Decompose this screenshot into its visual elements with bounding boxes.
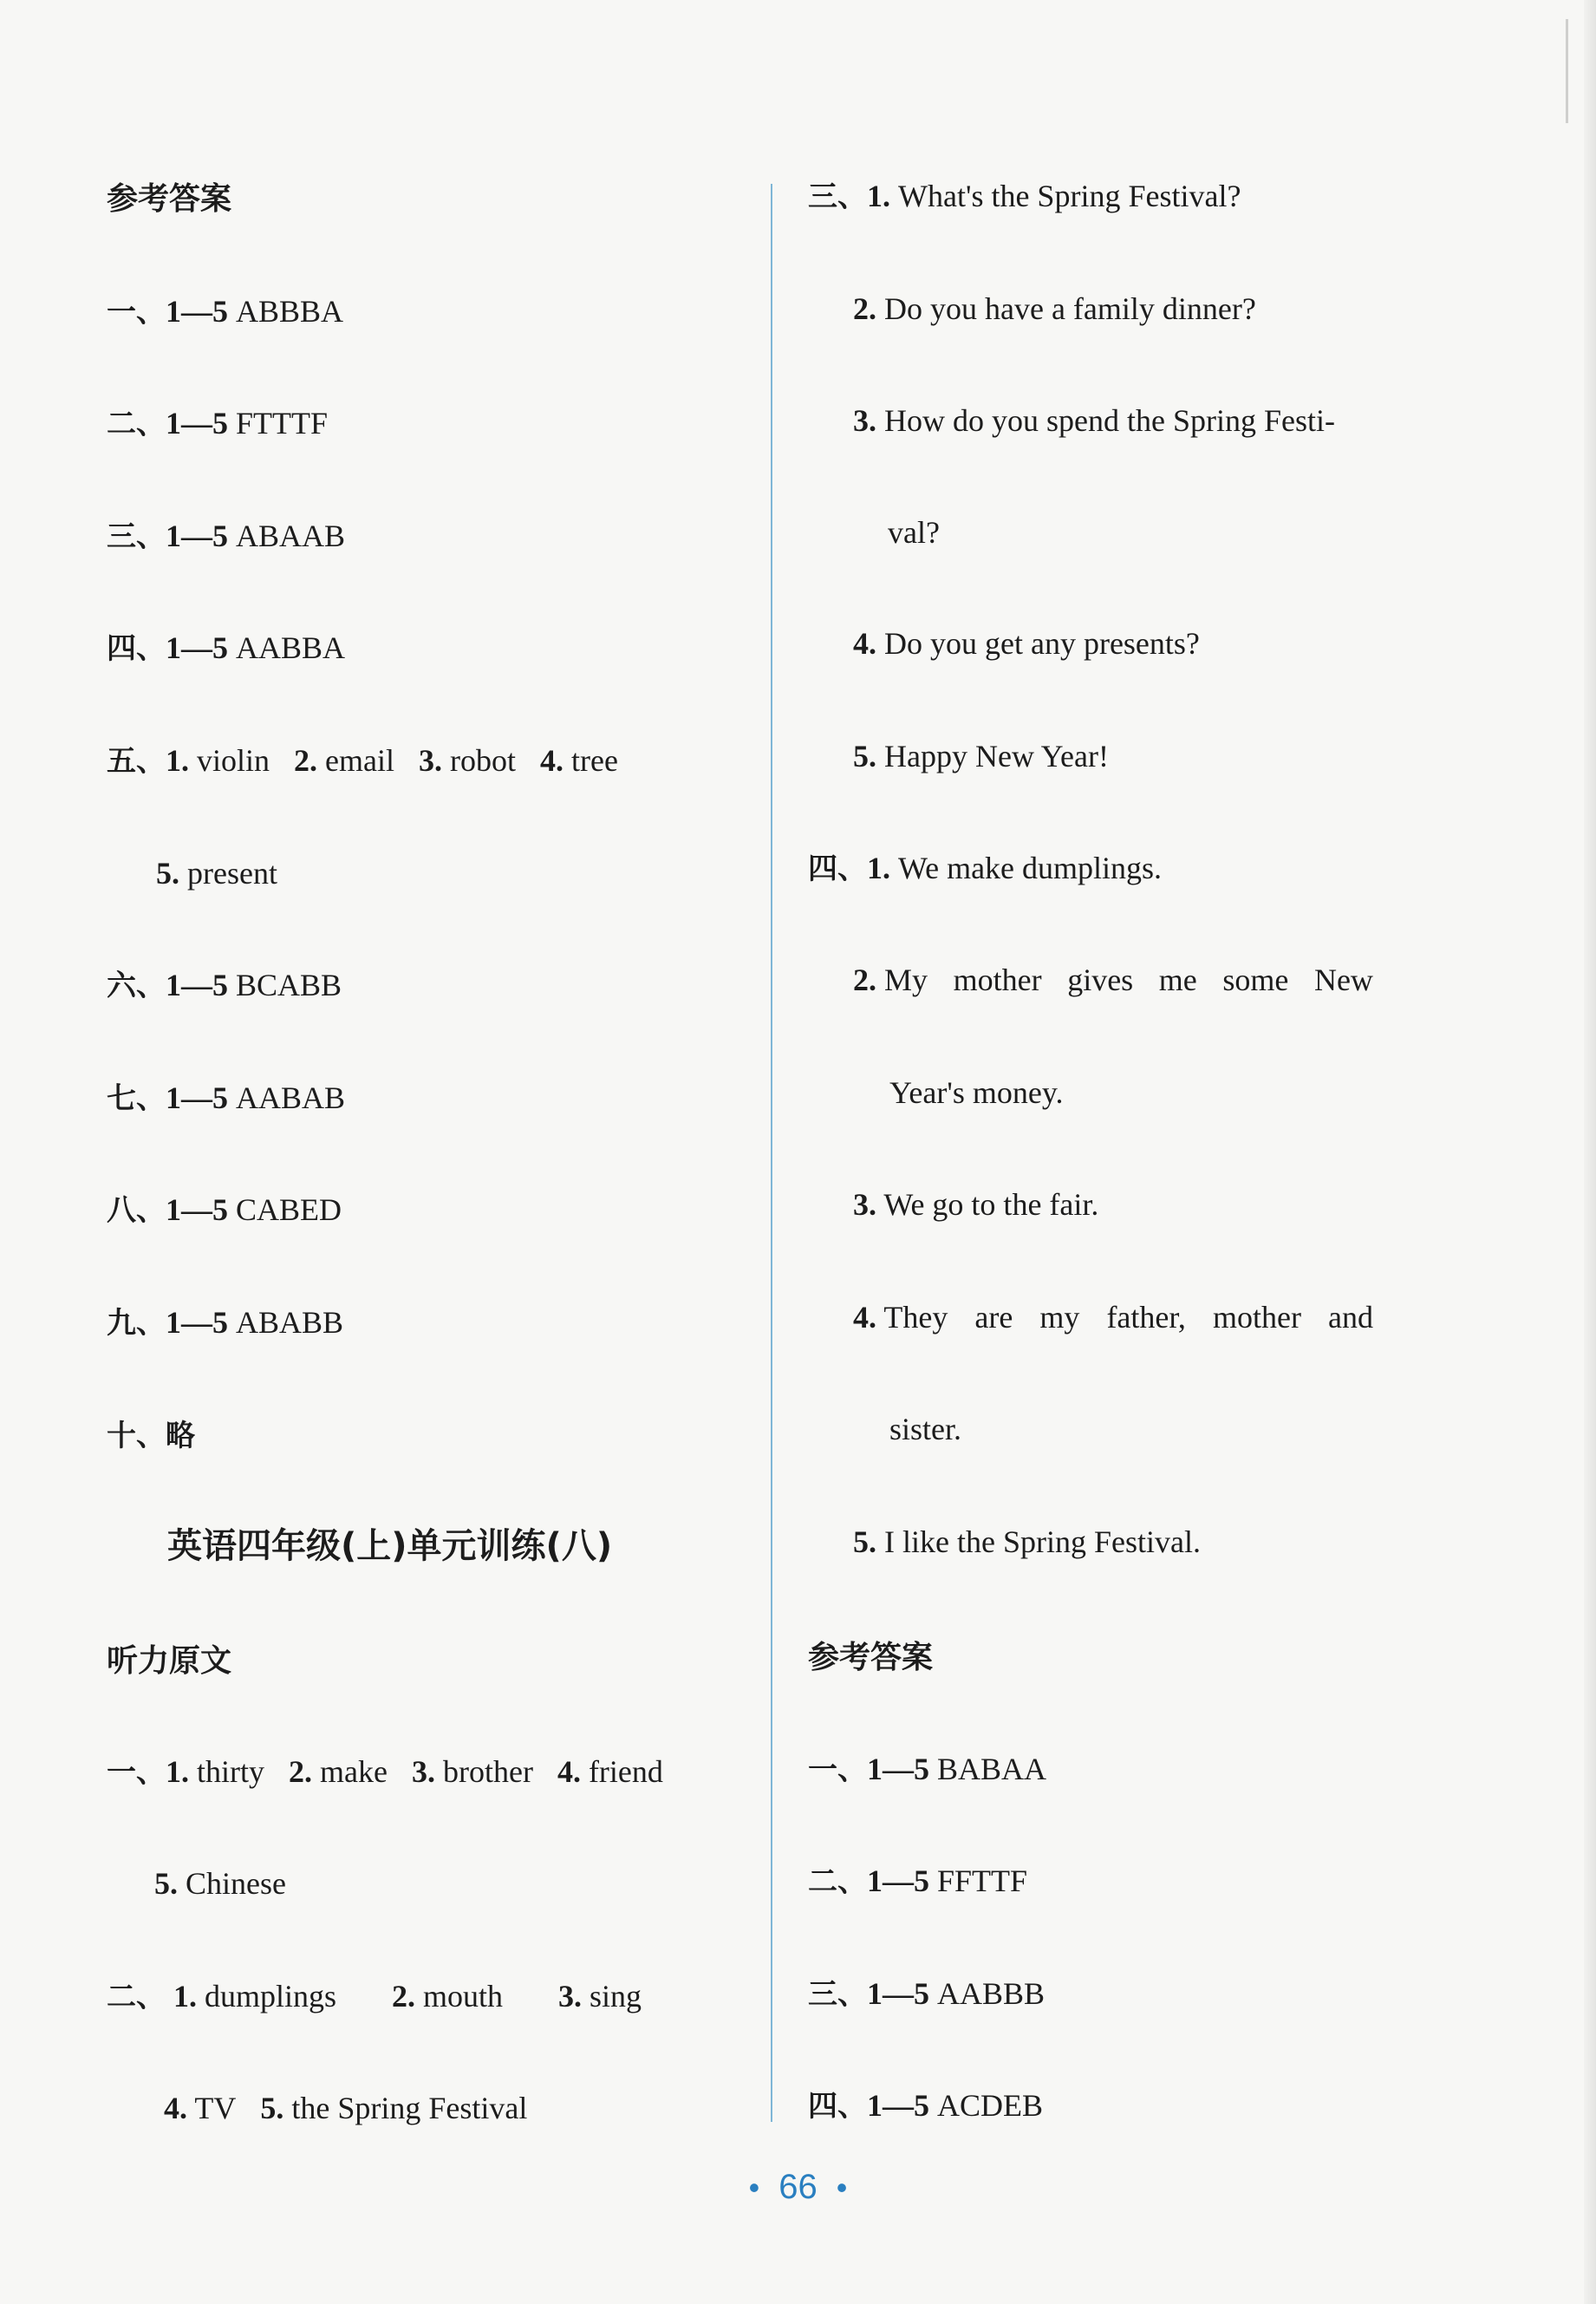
sentence-line-3-3-cont: [888, 513, 940, 552]
answer-line-1: [107, 292, 343, 331]
item-number: 3.: [411, 1754, 435, 1789]
sentence-line-3-4: [853, 624, 1200, 662]
item-text: Chinese: [186, 1866, 286, 1901]
item-text: tree: [570, 743, 618, 778]
section-marker: 二、: [808, 1864, 867, 1899]
listening-line-2-cont: [164, 2089, 527, 2127]
item-text: email: [325, 743, 394, 778]
item-number: 3.: [558, 1979, 583, 2014]
section-marker: 一、: [107, 1755, 166, 1790]
section-marker: 十、: [107, 1419, 166, 1453]
sentence-line-4-2-cont: [889, 1074, 1063, 1112]
item-word: my: [1039, 1300, 1080, 1335]
item-text: friend: [588, 1754, 663, 1789]
item-text: thirty: [197, 1754, 264, 1789]
sentence-line-4-3: [853, 1185, 1098, 1224]
section-marker: 五、: [107, 744, 166, 779]
answer-range: 1—5: [867, 1976, 929, 2011]
item-word: New: [1313, 963, 1373, 997]
answer-value: ABABB: [236, 1305, 344, 1340]
answer-range: 1—5: [867, 2088, 929, 2123]
item-text: val?: [888, 515, 940, 550]
section-marker: 八、: [107, 1193, 166, 1228]
answer-line-9: [107, 1303, 343, 1342]
item-text: robot: [449, 743, 516, 778]
item-text: TV: [194, 2091, 237, 2125]
answer-value: AABAB: [236, 1080, 346, 1115]
answer-value: AABBB: [937, 1976, 1046, 2011]
sentence-line-3-5: [853, 737, 1109, 775]
item-text: We make dumplings.: [898, 851, 1163, 885]
item-word: They: [883, 1300, 948, 1335]
answer-value: FTTTF: [236, 406, 329, 441]
item-number: 2.: [294, 743, 318, 778]
item-number: 4.: [557, 1754, 581, 1789]
answer-range: 1—5: [166, 519, 228, 553]
answer-line-8: [107, 1191, 342, 1230]
unit-title: 英语四年级(上)单元训练(八): [167, 1526, 613, 1566]
section-marker: 二、: [107, 1980, 166, 2014]
answer-line-7: [107, 1079, 345, 1118]
sentence-line-3-1: [808, 177, 1241, 216]
item-text: the Spring Festival: [291, 2091, 528, 2125]
item-number: 5.: [853, 739, 876, 773]
section-marker: 四、: [808, 2089, 867, 2124]
answer-line-4: [107, 629, 345, 668]
answer-line-3: [808, 1974, 1045, 2014]
item-text: violin: [197, 743, 270, 778]
answer-range: 1—5: [166, 406, 228, 441]
listening-line-1-cont: [154, 1864, 286, 1903]
answer-value: ACDEB: [937, 2088, 1044, 2123]
answer-line-10: [107, 1416, 195, 1455]
item-number: 2.: [392, 1979, 416, 2014]
item-word: gives: [1067, 963, 1134, 997]
item-word: My: [884, 963, 928, 997]
item-text: make: [320, 1754, 388, 1789]
page-edge-shadow: [1584, 0, 1596, 2304]
item-text: sing: [590, 1979, 642, 2014]
item-number: 4.: [164, 2091, 187, 2125]
sentence-line-4-4: [853, 1298, 1373, 1336]
item-number: 2.: [853, 963, 876, 997]
item-text: dumplings: [205, 1979, 337, 2014]
item-number: 3.: [853, 1187, 876, 1222]
item-text: What's the Spring Festival?: [898, 179, 1241, 213]
item-number: 5.: [156, 856, 179, 891]
answer-line-5-cont: [156, 854, 277, 892]
item-number: 3.: [853, 403, 876, 438]
section-marker: 一、: [808, 1752, 867, 1787]
sentence-line-4-4-cont: [889, 1410, 961, 1448]
listening-heading: 听力原文: [107, 1643, 232, 1679]
answer-line-5: [107, 741, 618, 780]
page-number-footer: [0, 2168, 1596, 2207]
answer-range: 1—5: [166, 1080, 228, 1115]
column-divider: [771, 184, 772, 2122]
answer-line-3: [107, 517, 345, 556]
item-text: Happy New Year!: [884, 739, 1109, 773]
section-marker: 三、: [808, 179, 867, 214]
sentence-line-4-1: [808, 849, 1162, 888]
listening-line-1: [107, 1752, 663, 1792]
answer-line-2: [808, 1862, 1027, 1901]
item-text: Do you have a family dinner?: [884, 291, 1256, 326]
answer-range: 1—5: [166, 630, 228, 665]
item-text: Year's money.: [889, 1075, 1064, 1110]
bullet-icon: •: [836, 2170, 848, 2205]
section-marker: 四、: [808, 852, 867, 886]
item-number: 3.: [418, 743, 442, 778]
item-word: and: [1328, 1300, 1373, 1335]
item-word: father,: [1106, 1300, 1186, 1335]
item-text: present: [187, 856, 277, 891]
item-number: 4.: [853, 626, 876, 661]
section-marker: 三、: [808, 1977, 867, 2012]
answer-line-2: [107, 404, 328, 443]
answer-range: 1—5: [166, 1305, 228, 1340]
item-number: 2.: [289, 1754, 312, 1789]
answer-range: 1—5: [867, 1863, 929, 1898]
item-number: 2.: [853, 291, 876, 326]
answer-value: ABBBA: [236, 294, 344, 329]
page-number: 66: [778, 2168, 818, 2206]
item-number: 5.: [260, 2091, 284, 2125]
sentence-line-4-5: [853, 1523, 1201, 1561]
item-text: Do you get any presents?: [884, 626, 1200, 661]
item-word: mother: [1212, 1300, 1301, 1335]
section-marker: 九、: [107, 1306, 166, 1341]
sentence-line-4-2: [853, 961, 1373, 999]
section-marker: 一、: [107, 295, 166, 330]
section-marker: 三、: [107, 519, 166, 554]
answer-range: 1—5: [166, 1192, 228, 1227]
item-text: I like the Spring Festival.: [884, 1524, 1201, 1559]
answers-heading: 参考答案: [107, 181, 232, 217]
answer-range: 1—5: [166, 968, 228, 1002]
bullet-icon: •: [748, 2170, 760, 2205]
item-number: 4.: [539, 743, 563, 778]
item-text: sister.: [889, 1412, 962, 1446]
section-marker: 四、: [107, 631, 166, 666]
item-number: 5.: [853, 1524, 876, 1559]
sentence-line-3-3: [853, 401, 1335, 440]
item-number: 1.: [867, 179, 890, 213]
item-number: 1.: [173, 1979, 197, 2014]
item-word: are: [974, 1300, 1013, 1335]
item-text: We go to the fair.: [883, 1187, 1099, 1222]
answer-value: BABAA: [937, 1752, 1047, 1786]
answer-line-6: [107, 966, 342, 1005]
section-marker: 二、: [107, 407, 166, 441]
answers-heading: 参考答案: [808, 1640, 934, 1675]
sentence-line-3-2: [853, 290, 1256, 328]
answer-value: BCABB: [236, 968, 342, 1002]
section-marker: 六、: [107, 969, 166, 1003]
section-marker: 七、: [107, 1081, 166, 1116]
item-word: mother: [953, 963, 1042, 997]
answer-range: 1—5: [867, 1752, 929, 1786]
answer-value: 略: [166, 1419, 195, 1453]
item-number: 1.: [166, 743, 189, 778]
page-edge-mark: [1566, 19, 1568, 123]
answer-value: FFTTF: [937, 1863, 1028, 1898]
item-number: 1.: [166, 1754, 189, 1789]
answer-line-1: [808, 1750, 1046, 1789]
item-word: some: [1222, 963, 1289, 997]
item-number: 1.: [867, 851, 890, 885]
item-text: mouth: [423, 1979, 504, 2014]
listening-line-2: [107, 1977, 642, 2016]
item-number: 4.: [853, 1300, 876, 1335]
answer-value: ABAAB: [236, 519, 346, 553]
item-number: 5.: [154, 1866, 178, 1901]
answer-range: 1—5: [166, 294, 228, 329]
item-word: me: [1158, 963, 1197, 997]
answer-line-4: [808, 2086, 1043, 2125]
item-text: brother: [442, 1754, 533, 1789]
item-text: How do you spend the Spring Festi-: [884, 403, 1335, 438]
answer-value: AABBA: [236, 630, 346, 665]
answer-value: CABED: [236, 1192, 342, 1227]
